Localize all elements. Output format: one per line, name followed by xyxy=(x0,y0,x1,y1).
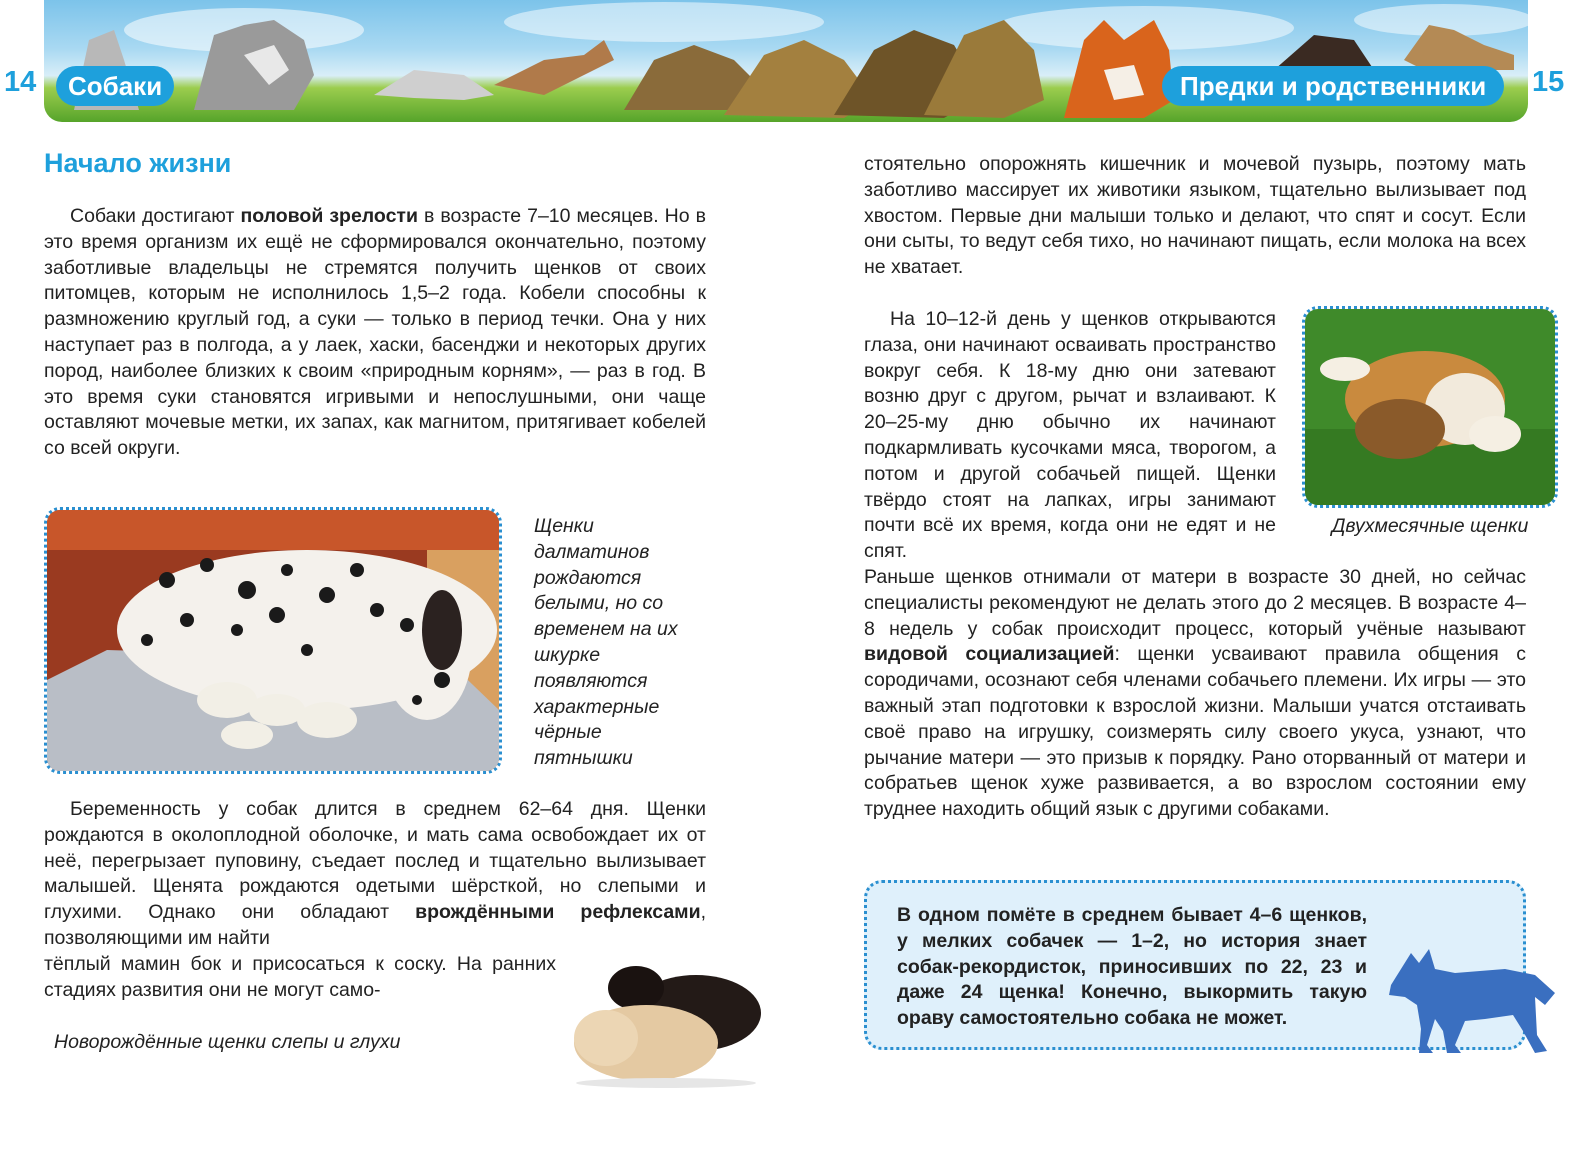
term-puberty: половой зрелости xyxy=(240,205,418,227)
fact-box-text: В одном помёте в среднем бывает 4–6 щенков, у мелких собачек — 1–2, но история знает собак-рекордисток, приносивших по 22, 23 и даже 24 щенка! Конечно, выкормить такую ораву самостоятельно собака не может. xyxy=(897,904,1367,1030)
text-run: : щенки усваивают правила общения с сородичами, осознают себя членами собачьего племени. Их игры — это важный этап подготовки к взрослой жизни. Малыши учатся отстаивать своё право на игрушку, соизмерять силу своего укуса, узнают, что рычание матери — это призыв к порядку. Рано оторванный от матери и собратьев щенок хуже развивается, а во взрослом состоянии ему труднее находить общий язык с другими собаками. xyxy=(864,643,1526,821)
intro-paragraph xyxy=(44,204,706,462)
text-run: , позволяющими им найти xyxy=(44,901,707,949)
pregnancy-paragraph-tail: тёплый мамин бок и присосаться к соску. На ранних стадиях развития они не могут само- xyxy=(44,953,556,1001)
two-month-puppies-photo xyxy=(1302,306,1558,508)
text-run: Собаки достигают xyxy=(70,205,241,227)
socialization-paragraph xyxy=(864,565,1526,823)
section-label-left: Собаки xyxy=(56,66,174,106)
section-label-right: Предки и родственники xyxy=(1162,66,1504,106)
section-title: Начало жизни xyxy=(44,148,232,178)
wolf-icon xyxy=(1385,935,1561,1057)
text-run: Раньше щенков отнимали от матери в возрасте 30 дней, но сейчас специалисты рекомендуют не делать этого до 2 месяцев. В возрасте 4–8 недель у собак происходит процесс, который учёные называют xyxy=(864,566,1526,640)
continuation-paragraph: стоятельно опорожнять кишечник и мочевой пузырь, поэтому мать заботливо массирует их животики языком, тщательно вылизывает под хвостом. Первые дни малыши только и делают, что спят и сосут. Если они сыты, то ведут себя тихо, но начинают пищать, если молока на всех не хватает. xyxy=(864,153,1526,279)
page-number-left: 14 xyxy=(4,66,37,98)
newborn-caption: Новорождённые щенки слепы и глухи xyxy=(54,1031,401,1053)
term-reflexes: врождёнными рефлексами xyxy=(415,901,701,924)
text-run: Беременность у собак длится в среднем 62–64 дня. Щенки рождаются в околоплодной оболочке, и мать сама освобождает их от неё, перегрызает пуповину, съедает послед и тщательно вылизывает малышей. Щенята рождаются одетыми шёрсткой, но слепыми и глухими. Однако они обладают xyxy=(44,798,706,924)
newborn-puppies-photo xyxy=(566,958,776,1088)
text-run: в возрасте 7–10 месяцев. Но в это время организм их ещё не сформировался окончательно, поэтому заботливые владельцы не стремятся получить щенков от своих питомцев, которым не исполнилось 1,5–2 года. Кобели способны к размножению круглый год, а суки — только в период течки. Она у них наступает раз в полгода, а у лаек, хаски, басенджи и некоторых других пород, наиболее близких к своим «природным корням», — раз в год. В это время суки становятся игривыми и непослушными, они чаще оставляют мочевые метки, их запах, как магнитом, притягивает кобелей со всей округи. xyxy=(44,205,706,460)
dalmatian-caption: Щенки далматинов рождаются белыми, но со временем на их шкурке появляются характерные чёрные пятнышки xyxy=(534,515,678,770)
term-socialization: видовой социализацией xyxy=(864,643,1115,666)
development-paragraph: На 10–12-й день у щенков открываются глаза, они начинают осваивать пространство вокруг себя. К 18-му дню они затевают возню друг с другом, рычат и взлаивают. К 20–25-му дню обычно их начинают подкармливать кусочками мяса, творогом, а потом и другой собачьей пищей. Щенки твёрдо стоят на лапках, игры занимают почти всё их время, когда они не едят и не спят. xyxy=(864,308,1276,563)
two-month-puppies-caption: Двухмесячные щенки xyxy=(1331,515,1529,537)
pregnancy-paragraph xyxy=(44,797,706,952)
dalmatian-photo xyxy=(44,507,502,774)
page-number-right: 15 xyxy=(1532,66,1565,98)
